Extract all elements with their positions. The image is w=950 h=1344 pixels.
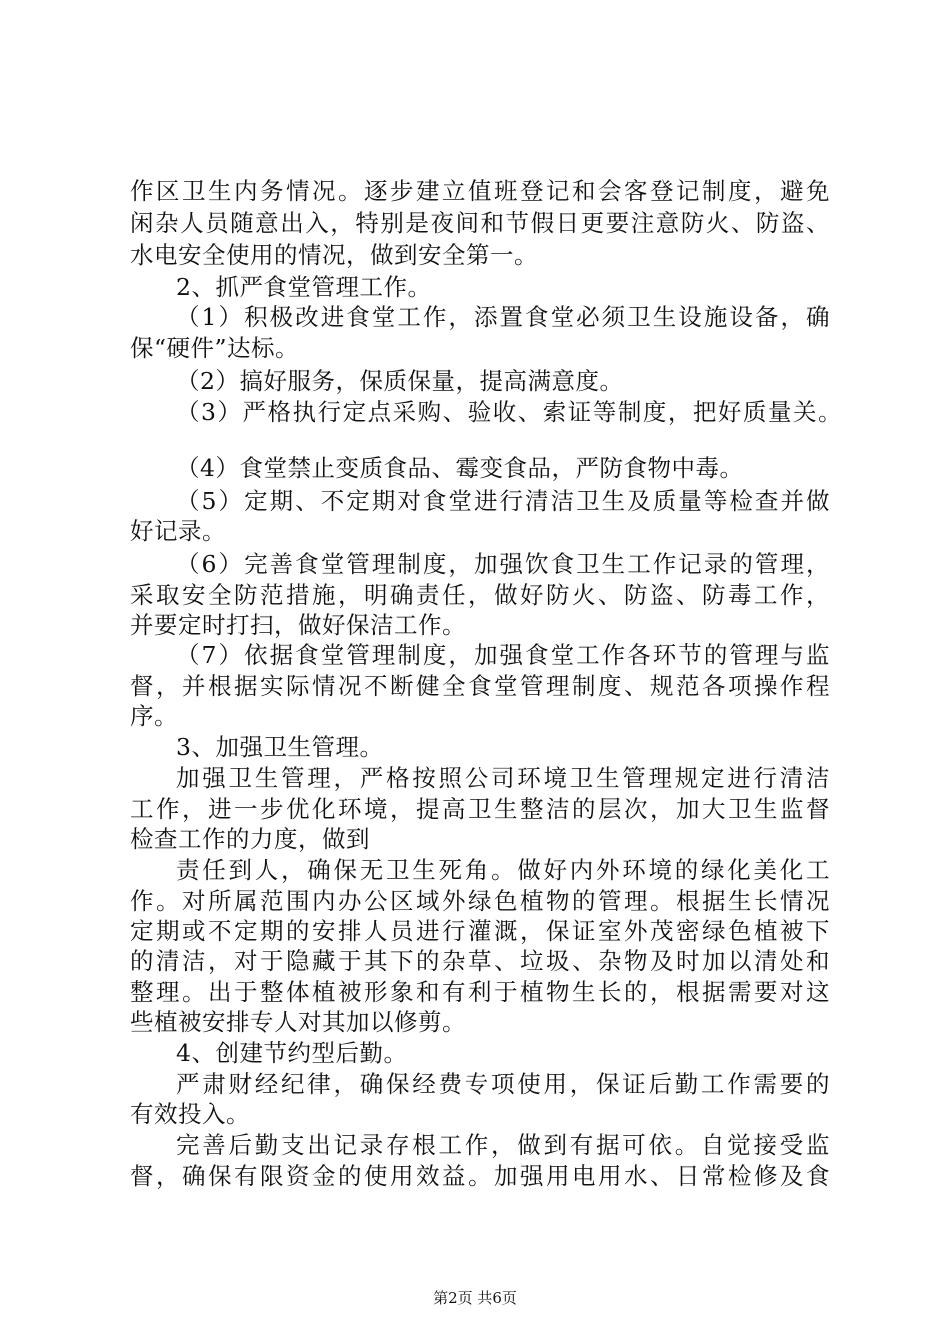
text-line: （2）搞好服务，保质保量，提高满意度。 (176, 367, 624, 395)
text-line: 完善后勤支出记录存根工作，做到有据可依。自觉接受监 (176, 1131, 830, 1159)
text-line: 有效投入。 (130, 1100, 250, 1128)
text-line: 水电安全使用的情况，做到安全第一。 (130, 241, 538, 269)
text-line: 工作，进一步优化环境，提高卫生整洁的层次，加大卫生监督 (130, 795, 830, 823)
text-line: 闲杂人员随意出入，特别是夜间和节假日更要注意防火、防盗、 (130, 209, 830, 237)
text-line: 作。对所属范围内办公区域外绿色植物的管理。根据生长情况 (130, 887, 830, 915)
text-line: 作区卫生内务情况。逐步建立值班登记和会客登记制度，避免 (130, 177, 830, 205)
text-line: （3）严格执行定点采购、验收、索证等制度，把好质量关。 (176, 398, 842, 426)
text-line: （7）依据食堂管理制度，加强食堂工作各环节的管理与监 (176, 641, 830, 669)
text-line: 序。 (130, 702, 178, 730)
text-line: 严肃财经纪律，确保经费专项使用，保证后勤工作需要的 (176, 1070, 830, 1098)
section-heading: 2、抓严食堂管理工作。 (176, 273, 432, 301)
page-number: 第2页 共6页 (433, 1289, 517, 1307)
text-line: （6）完善食堂管理制度，加强饮食卫生工作记录的管理， (176, 550, 830, 578)
section-heading: 3、加强卫生管理。 (176, 733, 384, 761)
text-line: 保“硬件”达标。 (130, 334, 300, 362)
text-line: 加强卫生管理，严格按照公司环境卫生管理规定进行清洁 (176, 764, 830, 792)
text-line: 整理。出于整体植被形象和有利于植物生长的，根据需要对这 (130, 978, 830, 1006)
text-line: （4）食堂禁止变质食品、霉变食品，严防食物中毒。 (176, 454, 744, 482)
text-line: 些植被安排专人对其加以修剪。 (130, 1008, 466, 1036)
text-line: 检查工作的力度，做到 (130, 825, 370, 853)
text-line: 督，并根据实际情况不断健全食堂管理制度、规范各项操作程 (130, 672, 830, 700)
text-line: 并要定时打扫，做好保洁工作。 (130, 611, 466, 639)
text-line: 定期或不定期的安排人员进行灌溉，保证室外茂密绿色植被下 (130, 917, 830, 945)
text-line: 责任到人，确保无卫生死角。做好内外环境的绿化美化工 (176, 856, 830, 884)
text-line: 采取安全防范措施，明确责任，做好防火、防盗、防毒工作， (130, 581, 830, 609)
text-line: 好记录。 (130, 517, 226, 545)
section-heading: 4、创建节约型后勤。 (176, 1039, 408, 1067)
text-line: （5）定期、不定期对食堂进行清洁卫生及质量等检查并做 (176, 487, 830, 515)
text-line: 督，确保有限资金的使用效益。加强用电用水、日常检修及食 (130, 1162, 830, 1190)
text-line: （1）积极改进食堂工作，添置食堂必须卫生设施设备，确 (176, 303, 830, 331)
text-line: 的清洁，对于隐藏于其下的杂草、垃圾、杂物及时加以清处和 (130, 947, 830, 975)
